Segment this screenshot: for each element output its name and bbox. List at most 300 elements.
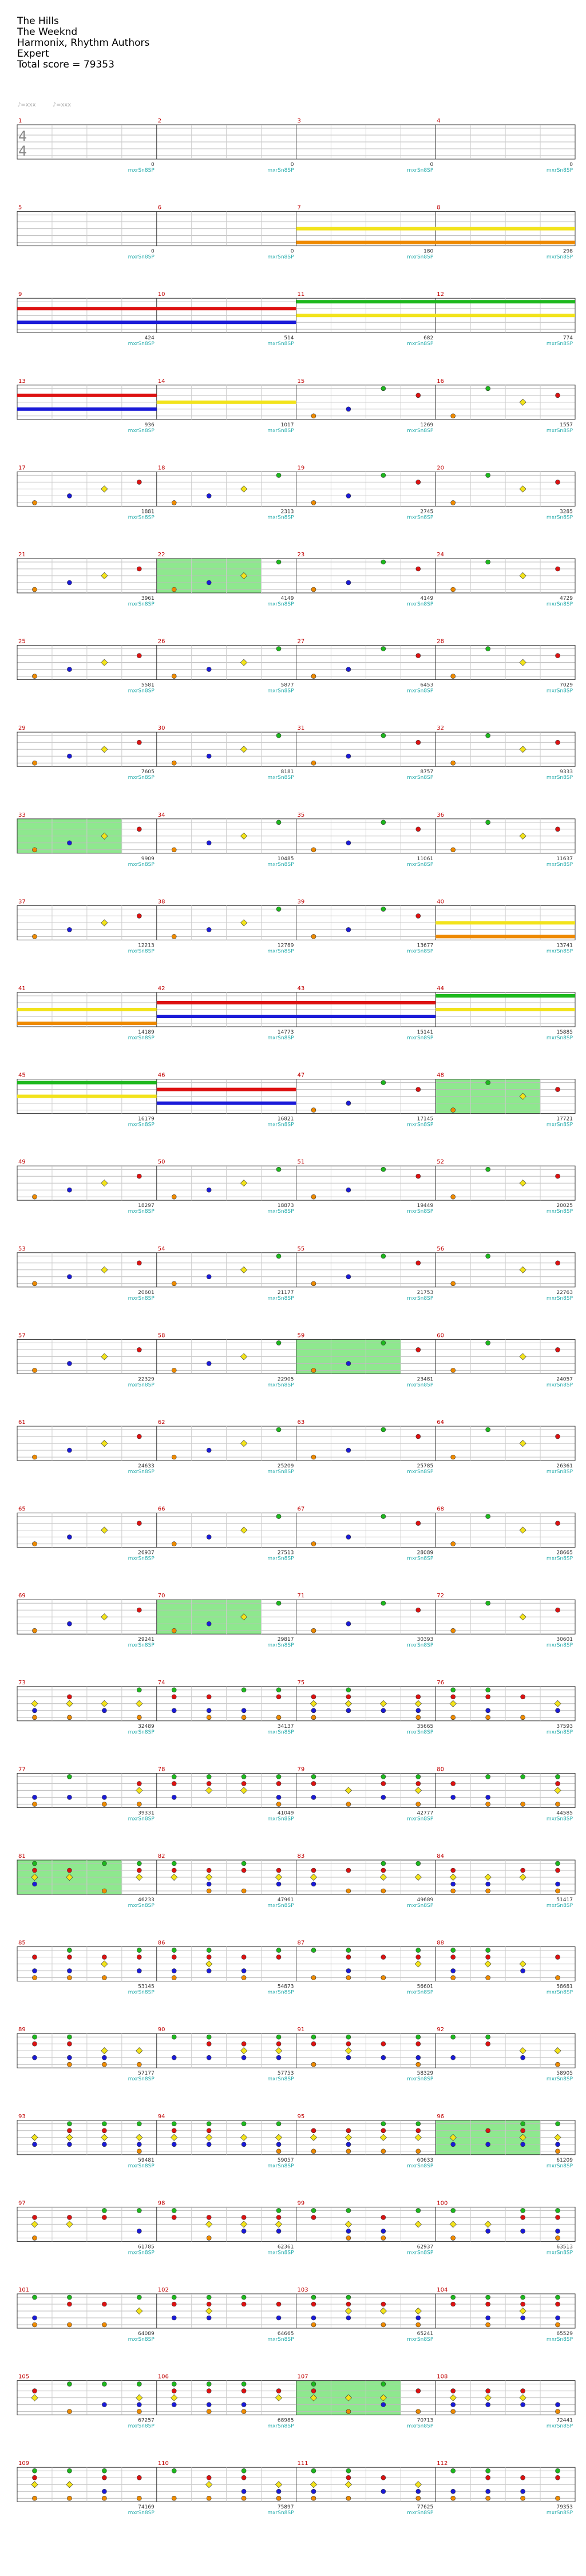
measure-score: 70713 [417, 2417, 434, 2424]
note-gem [416, 2035, 421, 2039]
note-gem [486, 1882, 490, 1886]
note-yellow [101, 1614, 108, 1620]
note-gem [346, 407, 351, 411]
note-gem [137, 1969, 141, 1973]
band-label: mxrSn8SP [407, 168, 434, 173]
band-label: mxrSn8SP [267, 1469, 294, 1475]
band-label: mxrSn8SP [128, 1989, 155, 1996]
note-gem [381, 2229, 386, 2233]
note-yellow [520, 572, 526, 579]
note-gem [416, 1861, 421, 1866]
note-gem [102, 2055, 106, 2060]
note-gem [67, 1955, 72, 1960]
note-yellow [345, 2482, 351, 2488]
note-gem [311, 848, 316, 852]
note-gem [521, 1695, 525, 1699]
measure-score: 58905 [556, 2071, 573, 2077]
band-label: mxrSn8SP [267, 341, 294, 347]
note-gem [451, 761, 456, 765]
measure-number: 38 [157, 899, 165, 905]
note-gem [241, 2403, 246, 2407]
note-gem [207, 2055, 211, 2060]
note-gem [32, 1802, 37, 1806]
note-gem [416, 1715, 421, 1720]
note-gem [556, 567, 560, 571]
note-gem [381, 2382, 386, 2387]
note-gem [346, 2035, 351, 2039]
measure-score: 3285 [560, 509, 573, 515]
measure-number: 21 [18, 552, 26, 558]
note-gem [102, 2403, 106, 2407]
note-gem [172, 761, 176, 765]
measure-score: 74169 [138, 2504, 155, 2511]
note-gem [32, 1455, 37, 1459]
measure-number: 106 [157, 2373, 169, 2380]
note-gem [172, 2035, 176, 2039]
sustain-bar [17, 1022, 157, 1025]
note-gem [451, 1976, 456, 1980]
note-gem [556, 2142, 560, 2147]
measure-number: 109 [18, 2460, 30, 2467]
note-gem [241, 2295, 246, 2300]
note-gem [381, 1167, 386, 1172]
measure-score: 12213 [138, 943, 155, 949]
band-label: mxrSn8SP [546, 1295, 573, 1301]
note-gem [346, 1688, 351, 1692]
note-gem [207, 2389, 211, 2393]
sustain-bar [435, 994, 575, 998]
note-yellow [240, 1787, 247, 1794]
note-gem [32, 1715, 37, 1720]
measure-score: 32489 [138, 1723, 155, 1730]
measure-score: 57753 [277, 2071, 294, 2077]
note-gem [451, 2468, 456, 2473]
band-label: mxrSn8SP [267, 2163, 294, 2169]
note-gem [311, 2489, 316, 2494]
note-gem [311, 2128, 316, 2133]
note-gem [137, 2122, 141, 2126]
note-gem [32, 2322, 37, 2327]
band-label: mxrSn8SP [128, 2337, 155, 2342]
sustain-bar [17, 407, 157, 411]
song-title: The Hills [17, 15, 59, 27]
note-gem [416, 654, 421, 658]
measure-score: 15141 [417, 1030, 434, 1035]
measure-score: 29817 [277, 1637, 294, 1643]
measure-number: 110 [157, 2460, 169, 2467]
note-gem [381, 733, 386, 738]
measure-score: 41049 [277, 1810, 294, 1817]
note-gem [381, 1781, 386, 1786]
band-label: mxrSn8SP [546, 861, 573, 868]
note-gem [67, 493, 72, 498]
note-gem [207, 1955, 211, 1960]
note-gem [241, 2229, 246, 2233]
note-gem [381, 2041, 386, 2046]
note-yellow [136, 1787, 142, 1794]
note-gem [451, 1948, 456, 1953]
measure-number: 15 [297, 378, 305, 385]
note-gem [137, 480, 141, 484]
band-label: mxrSn8SP [546, 515, 573, 521]
measure-number: 31 [297, 725, 305, 732]
note-gem [67, 2142, 72, 2147]
note-gem [276, 1795, 281, 1799]
band-label: mxrSn8SP [128, 2250, 155, 2256]
note-gem [276, 1774, 281, 1779]
measure-number: 50 [157, 1159, 165, 1166]
note-yellow [380, 1874, 386, 1880]
note-gem [451, 1628, 456, 1633]
note-gem [32, 1542, 37, 1546]
band-label: mxrSn8SP [128, 1469, 155, 1475]
note-yellow [415, 1874, 421, 1880]
note-gem [486, 1955, 490, 1960]
note-gem [137, 1261, 141, 1265]
band-label: mxrSn8SP [546, 2163, 573, 2169]
note-yellow [275, 2482, 282, 2488]
note-gem [346, 1802, 351, 1806]
note-yellow [275, 2048, 282, 2054]
note-gem [381, 1976, 386, 1980]
note-gem [556, 1802, 560, 1806]
measure-score: 30393 [417, 1637, 434, 1643]
note-gem [381, 647, 386, 651]
band-label: mxrSn8SP [546, 1643, 573, 1649]
note-gem [137, 740, 141, 745]
measure-score: 65529 [556, 2331, 573, 2337]
note-gem [521, 2496, 525, 2500]
band-label: mxrSn8SP [546, 2510, 573, 2516]
note-gem [556, 1174, 560, 1178]
note-gem [32, 1628, 37, 1633]
note-gem [32, 1882, 37, 1886]
measure-number: 90 [157, 2027, 165, 2033]
note-gem [67, 2055, 72, 2060]
note-gem [451, 2235, 456, 2240]
note-gem [207, 667, 211, 672]
note-gem [346, 667, 351, 672]
measure-number: 6 [157, 204, 162, 211]
note-gem [451, 1194, 456, 1199]
note-gem [102, 1708, 106, 1713]
note-yellow [310, 2482, 316, 2488]
measure-score: 51417 [556, 1897, 573, 1903]
measure-score: 56601 [417, 1984, 434, 1990]
measure-number: 26 [157, 638, 165, 645]
band-label: mxrSn8SP [546, 254, 573, 260]
note-yellow [380, 2308, 386, 2314]
note-gem [241, 2468, 246, 2473]
note-gem [207, 1535, 211, 1540]
note-gem [416, 913, 421, 918]
measure-number: 53 [18, 1245, 26, 1252]
measure-score: 2313 [280, 509, 294, 515]
note-yellow [171, 2134, 177, 2140]
note-gem [451, 1368, 456, 1372]
note-gem [556, 1708, 560, 1713]
note-gem [381, 1427, 386, 1432]
note-gem [416, 2128, 421, 2133]
note-yellow [136, 2308, 142, 2314]
note-gem [451, 1715, 456, 1720]
band-label: mxrSn8SP [546, 2423, 573, 2429]
note-gem [241, 2055, 246, 2060]
note-yellow [240, 486, 247, 492]
note-yellow [380, 1700, 386, 1707]
band-label: mxrSn8SP [407, 1209, 434, 1215]
note-gem [276, 1167, 281, 1172]
note-yellow [240, 746, 247, 753]
band-label: mxrSn8SP [407, 1556, 434, 1562]
note-gem [346, 2149, 351, 2154]
measure-number: 14 [157, 378, 165, 385]
note-gem [276, 2149, 281, 2154]
measure-score: 79353 [556, 2504, 573, 2511]
note-gem [416, 1261, 421, 1265]
band-label: mxrSn8SP [407, 2423, 434, 2429]
sustain-bar [157, 1015, 436, 1018]
note-gem [207, 2403, 211, 2407]
note-yellow [101, 2134, 108, 2140]
note-gem [451, 2409, 456, 2414]
note-gem [346, 1868, 351, 1873]
note-gem [416, 2055, 421, 2060]
note-gem [311, 1542, 316, 1546]
measure-score: 49689 [417, 1897, 434, 1903]
measure-score: 47961 [277, 1897, 294, 1903]
note-gem [311, 1281, 316, 1286]
note-yellow [520, 1874, 526, 1880]
measure-score: 64665 [277, 2331, 294, 2337]
note-yellow [485, 1961, 491, 1967]
note-gem [172, 2128, 176, 2133]
note-yellow [101, 1700, 108, 1707]
measure-number: 2 [157, 118, 162, 124]
note-gem [32, 934, 37, 939]
note-gem [381, 560, 386, 564]
note-yellow [205, 2308, 212, 2314]
measure-number: 29 [18, 725, 26, 732]
note-gem [416, 1174, 421, 1178]
note-yellow [101, 1267, 108, 1273]
measure-score: 72441 [556, 2417, 573, 2424]
note-gem [102, 2322, 106, 2327]
note-gem [67, 2295, 72, 2300]
note-gem [311, 1882, 316, 1886]
measure-score: 17145 [417, 1116, 434, 1122]
note-gem [486, 560, 490, 564]
measure-number: 40 [437, 899, 444, 905]
note-gem [102, 2382, 106, 2387]
note-gem [172, 2122, 176, 2126]
note-gem [32, 1368, 37, 1372]
note-gem [346, 2302, 351, 2306]
legend-od: ♪=xxx [52, 102, 72, 108]
note-gem [556, 2322, 560, 2327]
measure-score: 21177 [277, 1289, 294, 1296]
sustain-bar [17, 320, 296, 324]
measure-score: 35665 [417, 1723, 434, 1730]
measure-score: 7029 [560, 682, 573, 688]
measure-number: 17 [18, 465, 26, 472]
note-gem [486, 2142, 490, 2147]
note-yellow [66, 2134, 73, 2140]
note-gem [451, 1542, 456, 1546]
measure-score: 22763 [556, 1289, 573, 1296]
band-label: mxrSn8SP [407, 688, 434, 694]
measure-score: 67257 [138, 2417, 155, 2424]
band-label: mxrSn8SP [267, 1643, 294, 1649]
note-gem [381, 1708, 386, 1713]
measure-score: 26361 [556, 1463, 573, 1469]
note-yellow [31, 2395, 38, 2401]
note-gem [67, 1774, 72, 1779]
note-gem [207, 493, 211, 498]
note-gem [311, 1695, 316, 1699]
note-gem [137, 1174, 141, 1178]
note-gem [172, 2302, 176, 2306]
note-yellow [31, 2482, 38, 2488]
note-yellow [240, 659, 247, 666]
note-gem [381, 1795, 386, 1799]
note-yellow [485, 2395, 491, 2401]
sustain-bar [17, 1008, 157, 1011]
note-gem [451, 2496, 456, 2500]
measure-number: 62 [157, 1419, 165, 1426]
measure-score: 16821 [277, 1116, 294, 1122]
note-gem [137, 2496, 141, 2500]
measure-number: 84 [437, 1853, 444, 1859]
note-gem [102, 2142, 106, 2147]
measure-score: 1269 [420, 422, 434, 428]
band-label: mxrSn8SP [407, 2250, 434, 2256]
note-gem [381, 2403, 386, 2407]
band-label: mxrSn8SP [407, 2076, 434, 2083]
note-gem [207, 580, 211, 585]
note-gem [241, 1688, 246, 1692]
band-label: mxrSn8SP [546, 948, 573, 955]
note-gem [311, 500, 316, 505]
measure-number: 37 [18, 899, 26, 905]
note-gem [137, 1434, 141, 1439]
note-yellow [345, 1787, 351, 1794]
measure-number: 11 [297, 291, 305, 298]
measure-score: 16179 [138, 1116, 155, 1122]
note-gem [241, 1781, 246, 1786]
note-yellow [485, 2221, 491, 2227]
note-gem [486, 1688, 490, 1692]
note-gem [241, 2496, 246, 2500]
note-gem [67, 2215, 72, 2219]
note-gem [346, 580, 351, 585]
note-gem [207, 1868, 211, 1873]
measure-score: 514 [284, 335, 294, 342]
measure-score: 1557 [560, 422, 573, 428]
note-gem [276, 1948, 281, 1953]
measure-number: 98 [157, 2200, 165, 2207]
measure-score: 2745 [420, 509, 434, 515]
note-gem [32, 2055, 37, 2060]
note-gem [67, 1976, 72, 1980]
note-gem [311, 2041, 316, 2046]
note-gem [486, 1889, 490, 1893]
measure-score: 774 [563, 335, 573, 342]
note-yellow [450, 1874, 456, 1880]
note-gem [521, 1969, 525, 1973]
band-label: mxrSn8SP [546, 1729, 573, 1735]
note-gem [556, 2229, 560, 2233]
measure-score: 10485 [277, 856, 294, 862]
note-yellow [66, 2482, 73, 2488]
note-gem [556, 1347, 560, 1352]
band-label: mxrSn8SP [267, 254, 294, 260]
measure-number: 78 [157, 1766, 165, 1773]
note-gem [276, 1514, 281, 1519]
note-gem [486, 647, 490, 651]
band-label: mxrSn8SP [546, 1903, 573, 1909]
note-gem [207, 2475, 211, 2480]
note-gem [521, 1774, 525, 1779]
note-gem [172, 2468, 176, 2473]
note-gem [311, 1368, 316, 1372]
measure-score: 25785 [417, 1463, 434, 1469]
note-yellow [520, 486, 526, 492]
note-yellow [450, 2221, 456, 2227]
measure-score: 23481 [417, 1376, 434, 1383]
band-label: mxrSn8SP [546, 602, 573, 607]
note-gem [32, 1969, 37, 1973]
note-gem [346, 2316, 351, 2320]
band-label: mxrSn8SP [128, 2163, 155, 2169]
note-gem [32, 674, 37, 679]
note-yellow [240, 1267, 247, 1273]
measure-score: 75897 [277, 2504, 294, 2511]
note-gem [276, 647, 281, 651]
note-gem [276, 560, 281, 564]
note-gem [137, 913, 141, 918]
song-artist: The Weeknd [17, 26, 78, 38]
note-gem [311, 2316, 316, 2320]
measure-number: 44 [437, 986, 444, 992]
band-label: mxrSn8SP [546, 1209, 573, 1215]
band-label: mxrSn8SP [546, 2337, 573, 2342]
measure-number: 12 [437, 291, 444, 298]
note-gem [486, 1802, 490, 1806]
measure-number: 93 [18, 2113, 26, 2120]
note-gem [137, 2142, 141, 2147]
note-yellow [345, 2134, 351, 2140]
note-gem [521, 1715, 525, 1720]
note-gem [67, 2122, 72, 2126]
note-gem [451, 1955, 456, 1960]
note-gem [311, 674, 316, 679]
band-label: mxrSn8SP [267, 1816, 294, 1822]
measure-number: 97 [18, 2200, 26, 2207]
measure-score: 15885 [556, 1030, 573, 1035]
note-gem [276, 1715, 281, 1720]
note-gem [451, 2403, 456, 2407]
note-gem [102, 2468, 106, 2473]
note-gem [556, 740, 560, 745]
note-gem [521, 2055, 525, 2060]
sustain-bar [435, 1008, 575, 1011]
note-gem [207, 1882, 211, 1886]
note-gem [346, 2208, 351, 2213]
note-gem [416, 2062, 421, 2067]
band-label: mxrSn8SP [128, 1209, 155, 1215]
measure-number: 36 [437, 812, 444, 818]
